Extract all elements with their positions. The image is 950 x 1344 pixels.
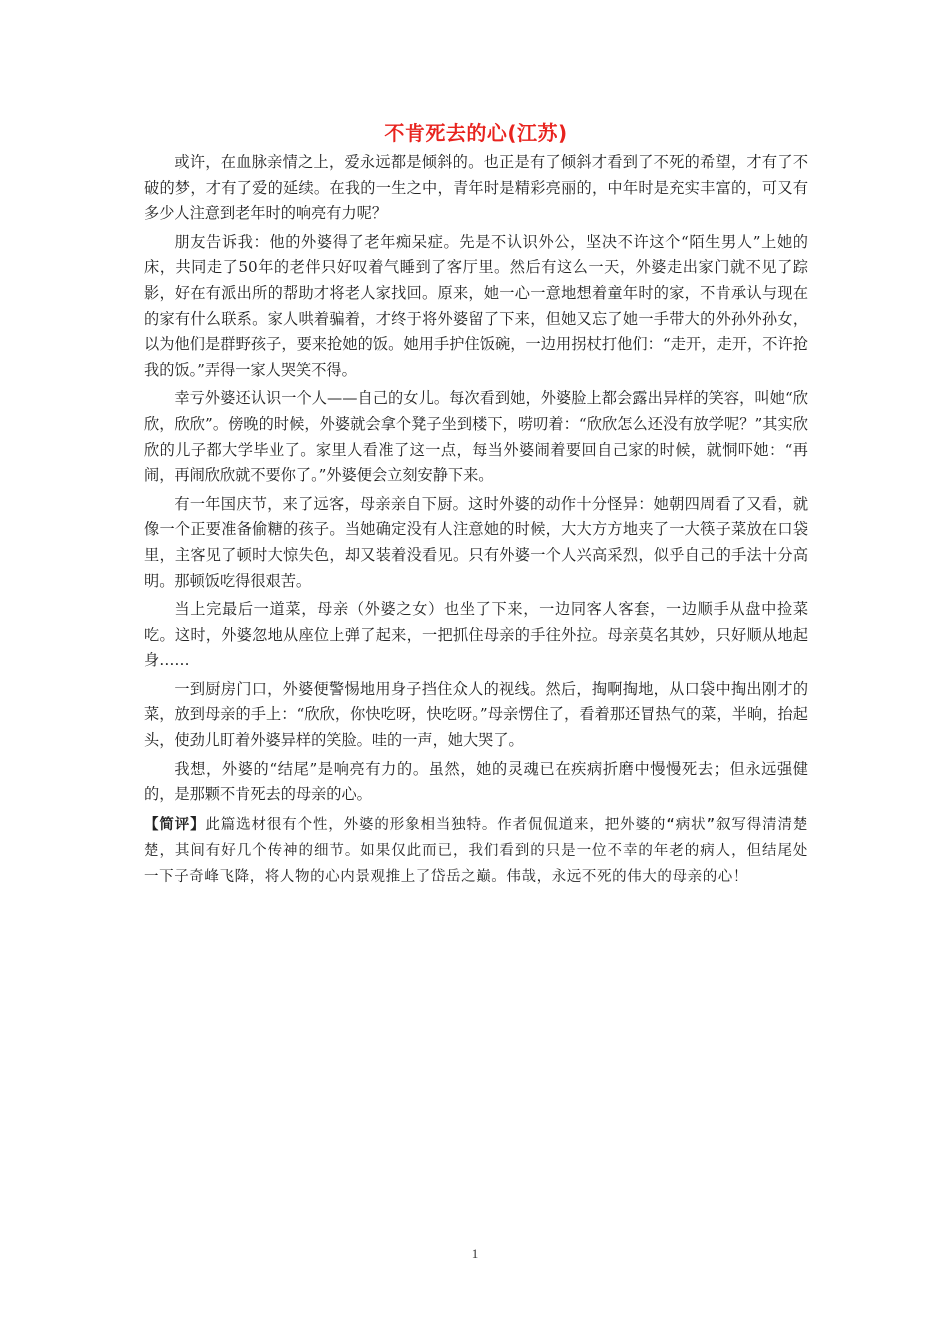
paragraph-4: 有一年国庆节，来了远客，母亲亲自下厨。这时外婆的动作十分怪异：她朝四周看了又看，就像一个正要准备偷糖的孩子。当她确定没有人注意她的时候，大大方方地夹了一大筷子菜放在口袋里，主客见了顿时大惊失色，却又装着没看见。只有外婆一个人兴高采烈，似乎自己的手法十分高明。那顿饭吃得很艰苦。 — [144, 494, 808, 590]
document-page — [144, 118, 808, 890]
page-number: 1 — [471, 1246, 479, 1261]
document-title: 不肯死去的心(江苏) — [384, 121, 568, 145]
paragraph-7: 我想，外婆的“结尾”是响亮有力的。虽然，她的灵魂已在疾病折磨中慢慢死去；但永远强健的，是那颗不肯死去的母亲的心。 — [144, 759, 808, 804]
paragraph-6: 一到厨房门口，外婆便警惕地用身子挡住众人的视线。然后，掏啊掏地，从口袋中掏出刚才的菜，放到母亲的手上：“欣欣，你快吃呀，快吃呀。”母亲愣住了，看着那还冒热气的菜，半晌，抬起头，使劲儿盯着外婆异样的笑脸。哇的一声，她大哭了。 — [144, 679, 808, 750]
review-text: 此篇选材很有个性，外婆的形象相当独特。作者侃侃道来，把外婆的“病状”叙写得清清楚楚，其间有好几个传神的细节。如果仅此而已，我们看到的只是一位不幸的年老的病人，但结尾处一下子奇峰飞降，将人物的心内景观推上了岱岳之巅。伟哉，永远不死的伟大的母亲的心！ — [144, 816, 808, 885]
paragraph-5: 当上完最后一道菜，母亲（外婆之女）也坐了下来，一边同客人客套，一边顺手从盘中捡菜吃。这时，外婆忽地从座位上弹了起来，一把抓住母亲的手往外拉。母亲莫名其妙，只好顺从地起身…… — [144, 600, 808, 670]
paragraph-3: 幸亏外婆还认识一个人——自己的女儿。每次看到她，外婆脸上都会露出异样的笑容，叫她“欣欣，欣欣”。傍晚的时候，外婆就会拿个凳子坐到楼下，唠叨着：“欣欣怎么还没有放学呢？”其实欣欣的儿子都大学毕业了。家里人看准了这一点，每当外婆闹着要回自己家的时候，就恫吓她：“再闹，再闹欣欣就不要你了。”外婆便会立刻安静下来。 — [144, 389, 808, 485]
review-comment — [144, 812, 808, 890]
paragraph-1: 或许，在血脉亲情之上，爱永远都是倾斜的。也正是有了倾斜才看到了不死的希望，才有了不破的梦，才有了爱的延续。在我的一生之中，青年时是精彩亮丽的，中年时是充实丰富的，可又有多少人注意到老年时的响亮有力呢？ — [144, 153, 808, 223]
review-tag: 【简评】 — [144, 816, 206, 833]
paragraph-2: 朋友告诉我：他的外婆得了老年痴呆症。先是不认识外公，坚决不许这个“陌生男人”上她的床，共同走了50年的老伴只好叹着气睡到了客厅里。然后有这么一天，外婆走出家门就不见了踪影，好在有派出所的帮助才将老人家找回。原来，她一心一意地想着童年时的家，不肯承认与现在的家有什么联系。家人哄着骗着，才终于将外婆留了下来，但她又忘了她一手带大的外孙外孙女，以为他们是群野孩子，要来抢她的饭。她用手护住饭碗，一边用拐杖打他们：“走开，走开，不许抢我的饭。”弄得一家人哭笑不得。 — [144, 232, 808, 379]
